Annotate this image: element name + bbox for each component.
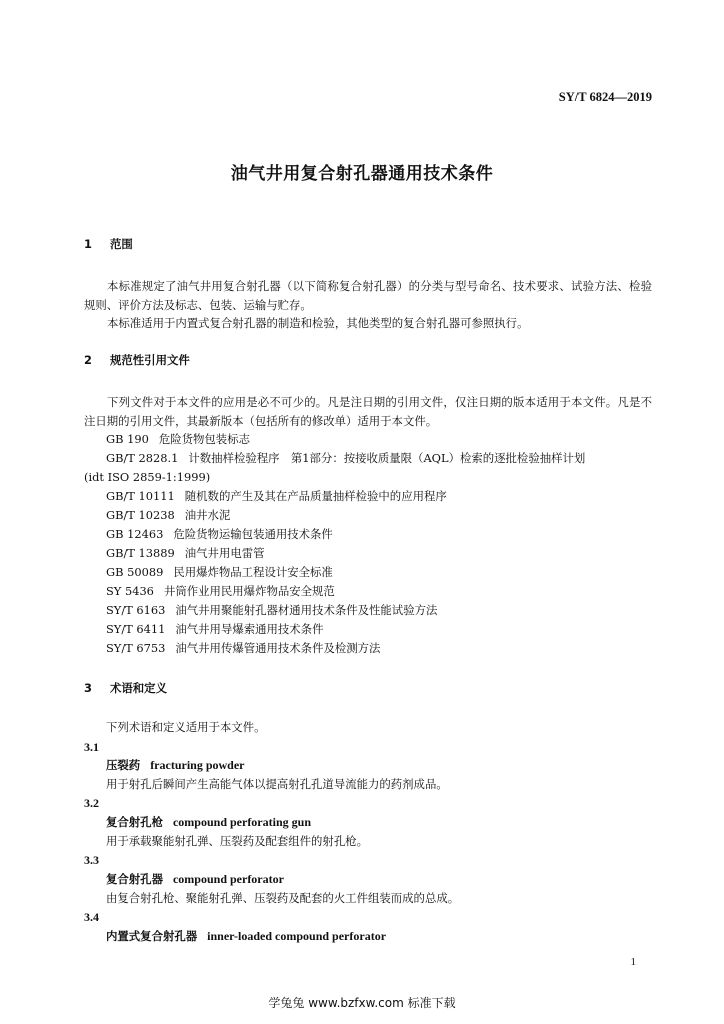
reference-item — [106, 450, 585, 466]
reference-code: GB/T 2828.1 — [106, 451, 179, 465]
reference-item — [106, 507, 230, 523]
watermark-footer: 学兔兔 www.bzfxw.com 标准下载 — [268, 996, 456, 1010]
reference-title: 危险货物包装标志 — [158, 432, 250, 446]
term-number: 3.2 — [84, 796, 99, 810]
reference-title: 油气井用传爆管通用技术条件及检测方法 — [175, 641, 381, 655]
reference-continuation: (idt ISO 2859-1:1999) — [84, 470, 211, 484]
reference-item — [106, 621, 323, 637]
reference-item — [106, 583, 335, 599]
section-title: 规范性引用文件 — [110, 353, 190, 367]
reference-title: 危险货物运输包装通用技术条件 — [173, 527, 333, 541]
paragraph: 下列术语和定义适用于本文件。 — [106, 720, 266, 734]
section-number: 3 — [84, 681, 92, 695]
reference-item — [106, 602, 437, 618]
section-1-heading — [84, 236, 133, 252]
term-number: 3.3 — [84, 853, 99, 867]
reference-code: GB 190 — [106, 432, 149, 446]
reference-code: GB 12463 — [106, 527, 164, 541]
term-en: inner-loaded compound perforator — [207, 929, 387, 943]
reference-code: GB/T 10111 — [106, 489, 175, 503]
reference-code: SY/T 6163 — [106, 603, 166, 617]
reference-title: 油井水泥 — [184, 508, 231, 522]
reference-item — [106, 640, 380, 656]
reference-item — [106, 564, 333, 580]
section-title: 术语和定义 — [110, 681, 167, 695]
section-title: 范围 — [110, 237, 133, 251]
term-definition: 用于射孔后瞬间产生高能气体以提高射孔孔道导流能力的药剂成品。 — [106, 777, 448, 791]
term-cn: 复合射孔器 — [106, 872, 163, 886]
term-name — [106, 928, 386, 944]
reference-item — [106, 488, 447, 504]
reference-code: SY/T 6753 — [106, 641, 166, 655]
term-cn: 内置式复合射孔器 — [106, 929, 198, 943]
reference-code: GB 50089 — [106, 565, 164, 579]
term-en: compound perforator — [172, 872, 284, 886]
reference-title: 油气井用聚能射孔器材通用技术条件及性能试验方法 — [175, 603, 438, 617]
reference-title: 民用爆炸物品工程设计安全标准 — [173, 565, 333, 579]
term-name — [106, 871, 284, 887]
reference-code: SY 5436 — [106, 584, 154, 598]
section-number: 1 — [84, 237, 92, 251]
document-title: 油气井用复合射孔器通用技术条件 — [230, 164, 494, 184]
term-en: compound perforating gun — [172, 815, 311, 829]
reference-code: GB/T 13889 — [106, 546, 175, 560]
term-cn: 压裂药 — [106, 758, 141, 772]
section-2-heading — [84, 352, 190, 368]
term-definition: 由复合射孔枪、聚能射孔弹、压裂药及配套的火工件组装而成的总成。 — [106, 891, 460, 905]
paragraph: 本标准适用于内置式复合射孔器的制造和检验，其他类型的复合射孔器可参照执行。 — [107, 316, 529, 330]
reference-title: 计数抽样检验程序 第1部分：按接收质量限（AQL）检索的逐批检验抽样计划 — [188, 451, 586, 465]
term-name — [106, 814, 311, 830]
term-cn: 复合射孔枪 — [106, 815, 163, 829]
reference-item — [106, 431, 250, 447]
term-definition: 用于承载聚能射孔弹、压裂药及配套组件的射孔枪。 — [106, 834, 368, 848]
reference-item — [106, 545, 265, 561]
term-number: 3.4 — [84, 910, 99, 924]
term-name — [106, 757, 245, 773]
paragraph: 本标准规定了油气井用复合射孔器（以下简称复合射孔器）的分类与型号命名、技术要求、试验方法、检验规则、评价方法及标志、包装、运输与贮存。 — [84, 279, 652, 312]
page-number: 1 — [630, 956, 636, 968]
paragraph: 下列文件对于本文件的应用是必不可少的。凡是注日期的引用文件，仅注日期的版本适用于本文件。凡是不注日期的引用文件，其最新版本（包括所有的修改单）适用于本文件。 — [84, 395, 652, 428]
reference-item — [106, 526, 333, 542]
reference-title: 油气井用导爆索通用技术条件 — [175, 622, 324, 636]
reference-code: GB/T 10238 — [106, 508, 175, 522]
reference-title: 随机数的产生及其在产品质量抽样检验中的应用程序 — [184, 489, 447, 503]
reference-title: 井筒作业用民用爆炸物品安全规范 — [163, 584, 335, 598]
reference-title: 油气井用电雷管 — [184, 546, 265, 560]
reference-code: SY/T 6411 — [106, 622, 166, 636]
term-en: fracturing powder — [150, 758, 245, 772]
standard-code: SY/T 6824—2019 — [558, 90, 652, 104]
section-3-heading — [84, 680, 167, 696]
term-number: 3.1 — [84, 740, 99, 754]
section-number: 2 — [84, 353, 92, 367]
